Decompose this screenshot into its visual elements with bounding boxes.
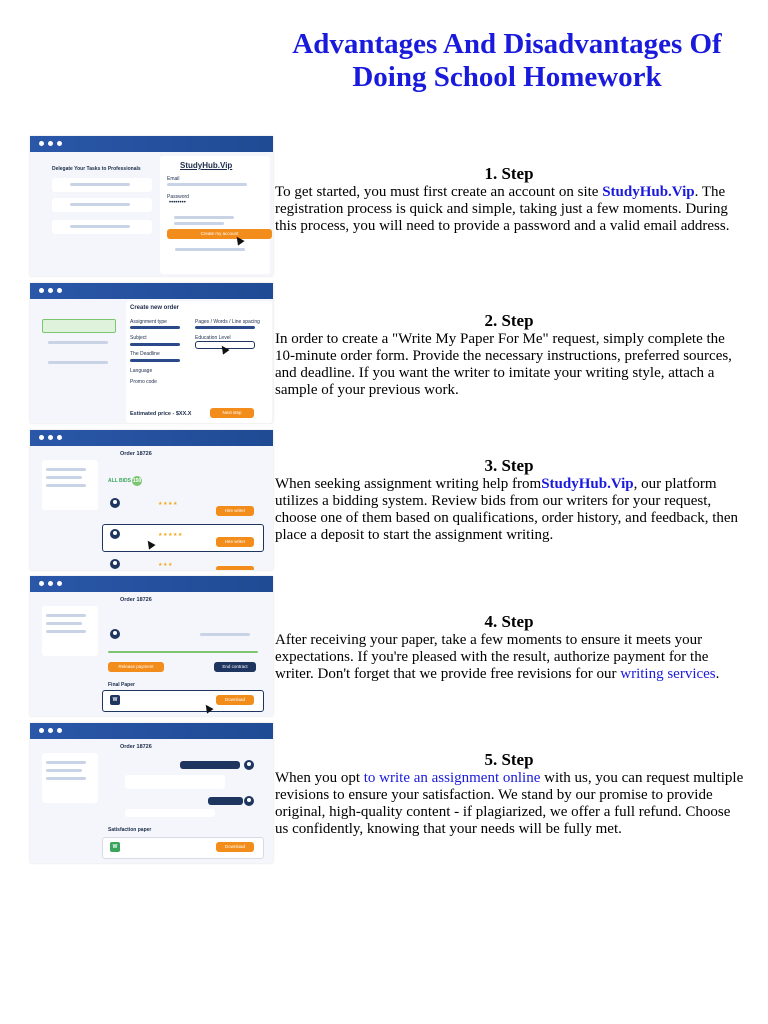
write-assignment-link[interactable]: to write an assignment online [363, 770, 541, 786]
satisfaction-paper-label: Satisfaction paper [108, 827, 152, 833]
order-number: Order 18726 [120, 597, 152, 603]
final-paper-label: Final Paper [108, 682, 135, 688]
chat-message [125, 809, 215, 817]
screenshot-review-paper [30, 576, 273, 716]
download-button[interactable]: Download [216, 695, 254, 705]
screenshot-revisions [30, 723, 273, 863]
order-form-heading: Create new order [130, 305, 180, 311]
step-2-text: In order to create a "Write My Paper For Me" request, simply complete the 10-minute order form. Provide the necessary instructions, preferred sources, and deadline. If you want the writer to imitate your writing style, attach a sample of your previous work. [275, 331, 732, 398]
step-1-heading: 1. Step [484, 164, 534, 183]
field-label: The Deadline [130, 351, 160, 357]
rating-stars: ★★★★ [158, 501, 178, 507]
page-title: Advantages And Disadvantages Of Doing School Homework [292, 28, 722, 93]
order-number: Order 18726 [120, 744, 152, 750]
chat-message [208, 797, 243, 805]
step-4-text: After receiving your paper, take a few moments to ensure it meets your expectations. If you're pleased with the result, authorize payment for the writer. Don't forget that we provide free revisions for our writing services. [275, 632, 720, 682]
avatar-icon [110, 498, 120, 508]
field-label: Subject [130, 335, 147, 341]
avatar-icon [110, 559, 120, 569]
all-bids-label: ALL BIDS [108, 478, 131, 484]
step-3-heading: 3. Step [484, 456, 534, 475]
bids-count-badge: 150 [132, 478, 142, 484]
window-titlebar [30, 576, 273, 592]
field-label: Pages / Words / Line spacing [195, 319, 260, 325]
step-2-heading: 2. Step [484, 311, 534, 330]
brand-logo: StudyHub.Vip [180, 161, 233, 170]
step-4-heading: 4. Step [484, 612, 534, 631]
studyhub-link[interactable]: StudyHub.Vip [541, 476, 634, 492]
window-titlebar [30, 283, 273, 299]
end-contract-button[interactable]: End contract [214, 662, 256, 672]
screenshot-registration [30, 136, 273, 276]
window-titlebar [30, 136, 273, 152]
release-payment-button[interactable]: Release payment [108, 662, 164, 672]
estimated-price: Estimated price - $XX.X [130, 411, 192, 417]
avatar-icon [244, 760, 254, 770]
order-number: Order 18726 [120, 451, 152, 457]
field-label: Education Level [195, 335, 231, 341]
hire-writer-button[interactable]: Hire writer [216, 506, 254, 516]
avatar-icon [244, 796, 254, 806]
step-5-text: When you opt to write an assignment online with us, you can request multiple revisions to ensure your satisfaction. We stand by our promise to provide original, high-quality content - if plagiarized, we offer a full refund. Choose us confidently, knowing that your needs will be fully met. [275, 770, 744, 837]
writing-services-link[interactable]: writing services [620, 666, 716, 682]
password-field[interactable]: •••••••• [169, 200, 186, 206]
screenshot-order-form [30, 283, 273, 423]
step-5-heading: 5. Step [484, 750, 534, 769]
studyhub-link[interactable]: StudyHub.Vip [602, 184, 695, 200]
hire-writer-button[interactable]: Hire writer [216, 537, 254, 547]
window-titlebar [30, 430, 273, 446]
create-account-button[interactable]: Create my account [167, 229, 272, 239]
chat-message [125, 775, 225, 789]
rating-stars: ★★★ [158, 562, 173, 568]
email-label: Email [167, 176, 180, 182]
avatar-icon [110, 629, 120, 639]
field-label: Assignment type [130, 319, 167, 325]
step-3-text: When seeking assignment writing help fromStudyHub.Vip, our platform utilizes a bidding system. Review bids from our writers for your request, choose one of them based on qualifications, order history, and feedback, then place a deposit to start the assignment writing. [275, 476, 739, 543]
avatar-icon [110, 529, 120, 539]
password-label: Password [167, 194, 189, 200]
next-step-button[interactable]: Next step [210, 408, 254, 418]
chat-message [180, 761, 240, 769]
screenshot-bidding [30, 430, 273, 570]
delegate-heading: Delegate Your Tasks to Professionals [52, 166, 141, 172]
hire-writer-button[interactable] [216, 566, 254, 570]
field-label: Promo code [130, 379, 157, 385]
word-file-icon: W [110, 695, 120, 705]
download-button[interactable]: Download [216, 842, 254, 852]
step-1-text: To get started, you must first create an account on site StudyHub.Vip. The registration process is quick and simple, taking just a few moments. During this process, you will need to provide a password and a valid email address. [275, 184, 730, 234]
word-file-icon: W [110, 842, 120, 852]
field-label: Language [130, 368, 153, 374]
window-titlebar [30, 723, 273, 739]
rating-stars: ★★★★★ [158, 532, 183, 538]
